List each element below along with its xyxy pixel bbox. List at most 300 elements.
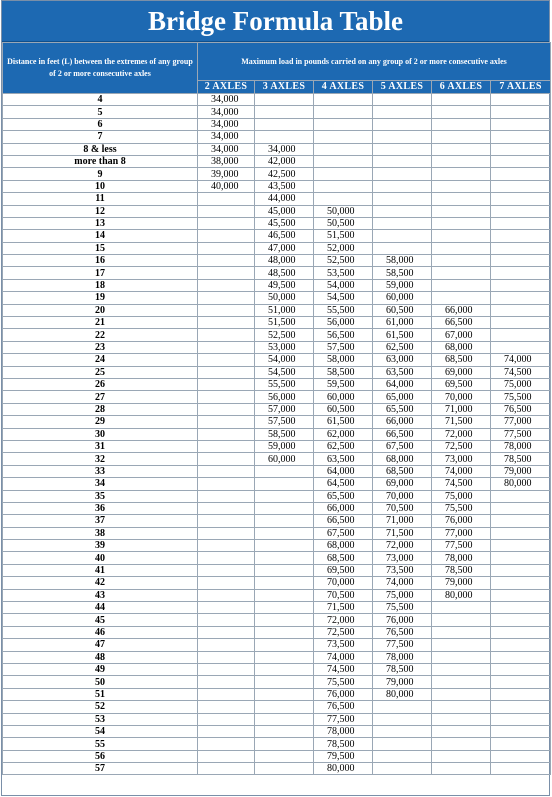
load-cell (373, 205, 432, 217)
load-cell (491, 502, 551, 514)
load-cell (432, 217, 491, 229)
load-cell (491, 193, 551, 205)
distance-cell: 54 (3, 725, 198, 737)
load-cell: 48,000 (255, 255, 314, 267)
load-cell: 54,500 (255, 366, 314, 378)
load-cell: 74,000 (432, 465, 491, 477)
load-cell (491, 267, 551, 279)
table-row (3, 366, 551, 378)
load-cell (198, 515, 255, 527)
load-cell (491, 651, 551, 663)
load-cell: 45,500 (255, 217, 314, 229)
distance-cell: 32 (3, 453, 198, 465)
load-cell: 78,000 (314, 725, 373, 737)
load-cell: 64,000 (373, 378, 432, 390)
load-cell: 80,000 (373, 688, 432, 700)
load-cell: 54,500 (314, 292, 373, 304)
load-cell: 74,000 (491, 354, 551, 366)
distance-cell: 47 (3, 639, 198, 651)
load-cell (491, 217, 551, 229)
load-cell: 80,000 (491, 478, 551, 490)
distance-cell: 5 (3, 106, 198, 118)
load-cell (198, 465, 255, 477)
load-cell (491, 552, 551, 564)
load-cell (198, 354, 255, 366)
load-cell: 77,500 (314, 713, 373, 725)
load-cell (198, 589, 255, 601)
load-cell: 75,500 (432, 502, 491, 514)
load-cell (255, 626, 314, 638)
load-cell: 72,000 (314, 614, 373, 626)
load-cell: 78,500 (432, 564, 491, 576)
load-cell (198, 688, 255, 700)
load-cell (373, 180, 432, 192)
load-cell: 71,500 (432, 416, 491, 428)
load-cell: 54,000 (255, 354, 314, 366)
load-cell: 73,500 (314, 639, 373, 651)
load-cell (255, 94, 314, 106)
load-cell (198, 713, 255, 725)
distance-cell: 55 (3, 738, 198, 750)
load-cell: 71,500 (373, 527, 432, 539)
load-cell (432, 750, 491, 762)
load-cell: 75,500 (373, 602, 432, 614)
table-row (3, 540, 551, 552)
distance-cell: 12 (3, 205, 198, 217)
load-cell (198, 230, 255, 242)
load-cell (255, 465, 314, 477)
table-row (3, 94, 551, 106)
load-cell (198, 304, 255, 316)
table-row (3, 577, 551, 589)
distance-cell: 31 (3, 440, 198, 452)
load-cell (491, 329, 551, 341)
table-row (3, 168, 551, 180)
load-cell: 70,000 (373, 490, 432, 502)
load-cell (255, 502, 314, 514)
maximum-load-header: Maximum load in pounds carried on any group of 2 or more consecutive axles (198, 43, 551, 81)
table-row (3, 478, 551, 490)
load-cell (314, 106, 373, 118)
table-row (3, 416, 551, 428)
distance-cell: 24 (3, 354, 198, 366)
distance-cell: 40 (3, 552, 198, 564)
load-cell (432, 106, 491, 118)
load-cell (314, 118, 373, 130)
load-cell (432, 725, 491, 737)
load-cell: 76,500 (314, 701, 373, 713)
load-cell: 71,000 (373, 515, 432, 527)
load-cell (491, 540, 551, 552)
distance-cell: 23 (3, 341, 198, 353)
load-cell: 61,000 (373, 317, 432, 329)
distance-cell: 53 (3, 713, 198, 725)
load-cell: 66,500 (432, 317, 491, 329)
table-row (3, 304, 551, 316)
load-cell: 52,500 (314, 255, 373, 267)
load-cell: 78,500 (491, 453, 551, 465)
load-cell (491, 577, 551, 589)
load-cell (432, 701, 491, 713)
load-cell: 50,500 (314, 217, 373, 229)
load-cell: 69,000 (373, 478, 432, 490)
load-cell (198, 490, 255, 502)
load-cell (491, 738, 551, 750)
load-cell (491, 255, 551, 267)
load-cell (491, 763, 551, 775)
load-cell (255, 552, 314, 564)
table-row (3, 279, 551, 291)
table-row (3, 440, 551, 452)
load-cell: 69,500 (314, 564, 373, 576)
load-cell (491, 317, 551, 329)
load-cell (198, 391, 255, 403)
load-cell (255, 106, 314, 118)
load-cell (491, 292, 551, 304)
load-cell: 39,000 (198, 168, 255, 180)
load-cell (198, 317, 255, 329)
load-cell: 76,000 (314, 688, 373, 700)
distance-cell: 43 (3, 589, 198, 601)
load-cell: 63,000 (373, 354, 432, 366)
load-cell: 78,000 (373, 651, 432, 663)
load-cell: 68,500 (314, 552, 373, 564)
load-cell (255, 750, 314, 762)
distance-cell: 29 (3, 416, 198, 428)
distance-cell: 19 (3, 292, 198, 304)
load-cell: 48,500 (255, 267, 314, 279)
load-cell: 74,000 (373, 577, 432, 589)
load-cell: 67,000 (432, 329, 491, 341)
load-cell (373, 217, 432, 229)
load-cell (432, 713, 491, 725)
distance-cell: 8 & less (3, 143, 198, 155)
table-row (3, 465, 551, 477)
load-cell (491, 341, 551, 353)
load-cell: 74,000 (314, 651, 373, 663)
distance-cell: more than 8 (3, 155, 198, 167)
axle-header-5: 5 AXLES (373, 81, 432, 94)
load-cell (491, 94, 551, 106)
load-cell (314, 193, 373, 205)
distance-cell: 48 (3, 651, 198, 663)
load-cell (373, 168, 432, 180)
table-row (3, 564, 551, 576)
load-cell: 78,500 (314, 738, 373, 750)
load-cell (198, 663, 255, 675)
table-row (3, 391, 551, 403)
table-row (3, 354, 551, 366)
load-cell: 66,000 (432, 304, 491, 316)
distance-cell: 26 (3, 378, 198, 390)
load-cell (491, 750, 551, 762)
load-cell: 77,500 (373, 639, 432, 651)
load-cell: 75,500 (314, 676, 373, 688)
load-cell (255, 763, 314, 775)
load-cell (491, 564, 551, 576)
table-row (3, 676, 551, 688)
table-row (3, 701, 551, 713)
load-cell (432, 279, 491, 291)
distance-cell: 41 (3, 564, 198, 576)
load-cell: 60,000 (314, 391, 373, 403)
table-row (3, 552, 551, 564)
load-cell (198, 577, 255, 589)
load-cell (373, 155, 432, 167)
table-row (3, 688, 551, 700)
load-cell (373, 106, 432, 118)
load-cell: 60,500 (314, 403, 373, 415)
load-cell (491, 639, 551, 651)
load-cell (432, 205, 491, 217)
distance-cell: 35 (3, 490, 198, 502)
load-cell: 51,500 (314, 230, 373, 242)
load-cell (432, 626, 491, 638)
load-cell: 67,500 (373, 440, 432, 452)
load-cell (314, 94, 373, 106)
load-cell: 78,000 (491, 440, 551, 452)
distance-cell: 30 (3, 428, 198, 440)
load-cell: 58,000 (314, 354, 373, 366)
table-row (3, 502, 551, 514)
load-cell: 73,500 (373, 564, 432, 576)
distance-cell: 25 (3, 366, 198, 378)
load-cell (255, 515, 314, 527)
load-cell: 71,000 (432, 403, 491, 415)
load-cell: 65,500 (373, 403, 432, 415)
load-cell (491, 205, 551, 217)
load-cell (491, 602, 551, 614)
load-cell (255, 688, 314, 700)
load-cell (432, 763, 491, 775)
load-cell (314, 180, 373, 192)
load-cell: 55,500 (314, 304, 373, 316)
load-cell (432, 651, 491, 663)
load-cell: 53,500 (314, 267, 373, 279)
load-cell: 59,000 (373, 279, 432, 291)
load-cell (491, 180, 551, 192)
load-cell (255, 577, 314, 589)
load-cell (198, 614, 255, 626)
load-cell: 42,000 (255, 155, 314, 167)
load-cell (373, 193, 432, 205)
load-cell (198, 217, 255, 229)
load-cell (198, 428, 255, 440)
distance-cell: 13 (3, 217, 198, 229)
load-cell (198, 502, 255, 514)
distance-cell: 22 (3, 329, 198, 341)
load-cell: 72,000 (432, 428, 491, 440)
distance-cell: 46 (3, 626, 198, 638)
load-cell (198, 626, 255, 638)
load-cell: 58,500 (314, 366, 373, 378)
load-cell: 69,500 (432, 378, 491, 390)
load-cell (198, 242, 255, 254)
load-cell (432, 614, 491, 626)
load-cell: 34,000 (198, 118, 255, 130)
load-cell: 75,000 (432, 490, 491, 502)
load-cell (432, 292, 491, 304)
distance-cell: 16 (3, 255, 198, 267)
table-row (3, 626, 551, 638)
load-cell: 65,000 (373, 391, 432, 403)
table-row (3, 428, 551, 440)
load-cell (491, 490, 551, 502)
load-cell (373, 738, 432, 750)
distance-cell: 56 (3, 750, 198, 762)
axle-header-2: 2 AXLES (198, 81, 255, 94)
load-cell: 75,500 (491, 391, 551, 403)
load-cell: 80,000 (314, 763, 373, 775)
load-cell: 79,000 (373, 676, 432, 688)
table-row (3, 180, 551, 192)
load-cell: 63,500 (373, 366, 432, 378)
load-cell: 56,000 (255, 391, 314, 403)
load-cell (255, 614, 314, 626)
load-cell (491, 279, 551, 291)
distance-cell: 44 (3, 602, 198, 614)
load-cell (432, 168, 491, 180)
load-cell: 74,500 (432, 478, 491, 490)
load-cell: 64,500 (314, 478, 373, 490)
load-cell: 70,500 (314, 589, 373, 601)
distance-cell: 45 (3, 614, 198, 626)
distance-cell: 42 (3, 577, 198, 589)
load-cell (255, 639, 314, 651)
load-cell: 61,500 (314, 416, 373, 428)
load-cell (491, 725, 551, 737)
load-cell: 78,000 (432, 552, 491, 564)
table-row (3, 403, 551, 415)
load-cell: 59,000 (255, 440, 314, 452)
table-title: Bridge Formula Table (2, 1, 549, 42)
load-cell (198, 763, 255, 775)
load-cell (198, 540, 255, 552)
table-row (3, 118, 551, 130)
table-row (3, 738, 551, 750)
load-cell: 34,000 (198, 131, 255, 143)
load-cell: 70,000 (432, 391, 491, 403)
load-cell: 76,000 (373, 614, 432, 626)
distance-cell: 17 (3, 267, 198, 279)
table-row (3, 193, 551, 205)
load-cell (373, 750, 432, 762)
load-cell: 80,000 (432, 589, 491, 601)
table-row (3, 267, 551, 279)
load-cell (198, 725, 255, 737)
load-cell: 61,500 (373, 329, 432, 341)
load-cell (432, 230, 491, 242)
load-cell (373, 143, 432, 155)
table-row (3, 589, 551, 601)
distance-cell: 7 (3, 131, 198, 143)
load-cell: 66,500 (314, 515, 373, 527)
load-cell (255, 663, 314, 675)
load-cell: 60,000 (373, 292, 432, 304)
load-cell: 70,500 (373, 502, 432, 514)
axle-header-7: 7 AXLES (491, 81, 551, 94)
load-cell: 68,000 (432, 341, 491, 353)
load-cell: 69,000 (432, 366, 491, 378)
load-cell (491, 143, 551, 155)
load-cell (198, 527, 255, 539)
load-cell (314, 143, 373, 155)
load-cell (255, 490, 314, 502)
load-cell: 67,500 (314, 527, 373, 539)
load-cell (491, 614, 551, 626)
load-cell (432, 131, 491, 143)
load-cell (373, 131, 432, 143)
load-cell (491, 304, 551, 316)
load-cell: 55,500 (255, 378, 314, 390)
table-row (3, 750, 551, 762)
distance-column-header: Distance in feet (L) between the extremes of any group of 2 or more consecutive axles (3, 43, 198, 94)
load-cell (373, 118, 432, 130)
table-row (3, 713, 551, 725)
table-row (3, 763, 551, 775)
table-row (3, 663, 551, 675)
load-cell: 47,000 (255, 242, 314, 254)
load-cell (198, 341, 255, 353)
load-cell (491, 688, 551, 700)
load-cell (432, 676, 491, 688)
load-cell (491, 589, 551, 601)
load-cell (432, 155, 491, 167)
load-cell (198, 738, 255, 750)
load-cell: 75,000 (491, 378, 551, 390)
table-row (3, 131, 551, 143)
distance-cell: 51 (3, 688, 198, 700)
table-row (3, 602, 551, 614)
load-cell: 63,500 (314, 453, 373, 465)
load-cell: 58,500 (255, 428, 314, 440)
load-cell: 66,500 (373, 428, 432, 440)
load-cell: 58,500 (373, 267, 432, 279)
distance-cell: 4 (3, 94, 198, 106)
load-cell: 56,000 (314, 317, 373, 329)
load-cell (491, 701, 551, 713)
load-cell (255, 118, 314, 130)
load-cell: 73,000 (373, 552, 432, 564)
load-cell (491, 118, 551, 130)
load-cell: 79,000 (432, 577, 491, 589)
load-cell: 79,000 (491, 465, 551, 477)
load-cell: 53,000 (255, 341, 314, 353)
load-cell (198, 416, 255, 428)
load-cell: 60,000 (255, 453, 314, 465)
axle-header-4: 4 AXLES (314, 81, 373, 94)
load-cell (255, 478, 314, 490)
load-cell (432, 193, 491, 205)
load-cell (255, 540, 314, 552)
load-cell: 71,500 (314, 602, 373, 614)
load-cell: 34,000 (255, 143, 314, 155)
distance-cell: 10 (3, 180, 198, 192)
load-cell: 72,500 (432, 440, 491, 452)
load-cell: 56,500 (314, 329, 373, 341)
load-cell (255, 602, 314, 614)
distance-cell: 28 (3, 403, 198, 415)
distance-cell: 14 (3, 230, 198, 242)
table-row (3, 515, 551, 527)
load-cell (255, 725, 314, 737)
load-cell: 34,000 (198, 106, 255, 118)
load-cell: 73,000 (432, 453, 491, 465)
load-cell: 66,000 (373, 416, 432, 428)
table-row (3, 490, 551, 502)
load-cell (373, 701, 432, 713)
load-cell (255, 713, 314, 725)
